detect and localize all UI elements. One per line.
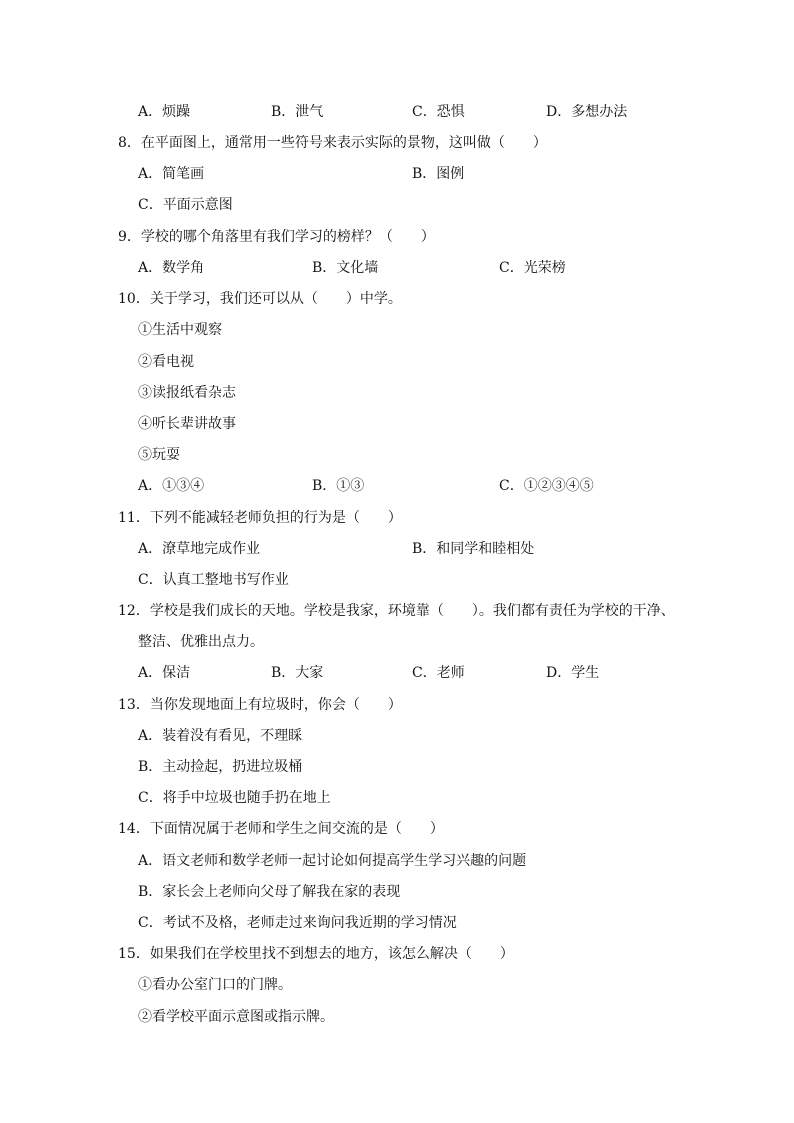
q10-option-b[interactable]: B．①③ bbox=[312, 478, 365, 494]
q9-stem: 9．学校的哪个角落里有我们学习的榜样？（ ） bbox=[118, 229, 435, 245]
q9-option-c[interactable]: C．光荣榜 bbox=[499, 260, 566, 276]
q10-option-c[interactable]: C．①②③④⑤ bbox=[499, 478, 594, 494]
q9-option-b[interactable]: B．文化墙 bbox=[312, 260, 379, 276]
q10-item-4: ④听长辈讲故事 bbox=[138, 416, 236, 432]
q11-stem: 11．下列不能减轻老师负担的行为是（ ） bbox=[118, 510, 402, 526]
q8-option-a[interactable]: A．简笔画 bbox=[138, 166, 205, 182]
q12-stem-line1: 12．学校是我们成长的天地。学校是我家，环境靠（ ）。我们都有责任为学校的干净、 bbox=[118, 603, 675, 619]
q7-option-d[interactable]: D．多想办法 bbox=[546, 104, 628, 120]
q9-option-a[interactable]: A．数学角 bbox=[138, 260, 205, 276]
q11-option-b[interactable]: B．和同学和睦相处 bbox=[412, 541, 535, 557]
q11-option-c[interactable]: C．认真工整地书写作业 bbox=[138, 572, 289, 588]
q12-option-c[interactable]: C．老师 bbox=[412, 665, 465, 681]
q7-option-a[interactable]: A．烦躁 bbox=[138, 104, 191, 120]
q10-item-5: ⑤玩耍 bbox=[138, 447, 180, 463]
q10-stem: 10．关于学习，我们还可以从（ ）中学。 bbox=[118, 291, 402, 307]
q10-item-2: ②看电视 bbox=[138, 354, 194, 370]
q12-option-d[interactable]: D．学生 bbox=[546, 665, 600, 681]
q14-stem: 14．下面情况属于老师和学生之间交流的是（ ） bbox=[118, 821, 444, 837]
q14-option-a[interactable]: A．语文老师和数学老师一起讨论如何提高学生学习兴趣的问题 bbox=[138, 853, 527, 869]
q12-option-b[interactable]: B．大家 bbox=[271, 665, 324, 681]
q14-option-b[interactable]: B．家长会上老师向父母了解我在家的表现 bbox=[138, 884, 401, 900]
q10-item-1: ①生活中观察 bbox=[138, 322, 222, 338]
q8-option-c[interactable]: C．平面示意图 bbox=[138, 197, 233, 213]
q13-option-c[interactable]: C．将手中垃圾也随手扔在地上 bbox=[138, 790, 331, 806]
q12-option-a[interactable]: A．保洁 bbox=[138, 665, 191, 681]
q7-option-b[interactable]: B．泄气 bbox=[271, 104, 324, 120]
q15-item-2: ②看学校平面示意图或指示牌。 bbox=[138, 1009, 334, 1025]
q7-option-c[interactable]: C．恐惧 bbox=[412, 104, 465, 120]
q15-stem: 15．如果我们在学校里找不到想去的地方，该怎么解决（ ） bbox=[118, 946, 514, 962]
q12-stem-line2: 整洁、优雅出点力。 bbox=[138, 634, 264, 650]
q14-option-c[interactable]: C．考试不及格，老师走过来询问我近期的学习情况 bbox=[138, 915, 457, 931]
q8-stem: 8．在平面图上，通常用一些符号来表示实际的景物，这叫做（ ） bbox=[118, 135, 547, 151]
q10-item-3: ③读报纸看杂志 bbox=[138, 385, 236, 401]
q13-stem: 13．当你发现地面上有垃圾时，你会（ ） bbox=[118, 697, 402, 713]
q8-option-b[interactable]: B．图例 bbox=[412, 166, 465, 182]
q13-option-a[interactable]: A．装着没有看见，不理睬 bbox=[138, 728, 303, 744]
q11-option-a[interactable]: A．潦草地完成作业 bbox=[138, 541, 261, 557]
q15-item-1: ①看办公室门口的门牌。 bbox=[138, 977, 292, 993]
q10-option-a[interactable]: A．①③④ bbox=[138, 478, 205, 494]
q13-option-b[interactable]: B．主动捡起，扔进垃圾桶 bbox=[138, 759, 303, 775]
